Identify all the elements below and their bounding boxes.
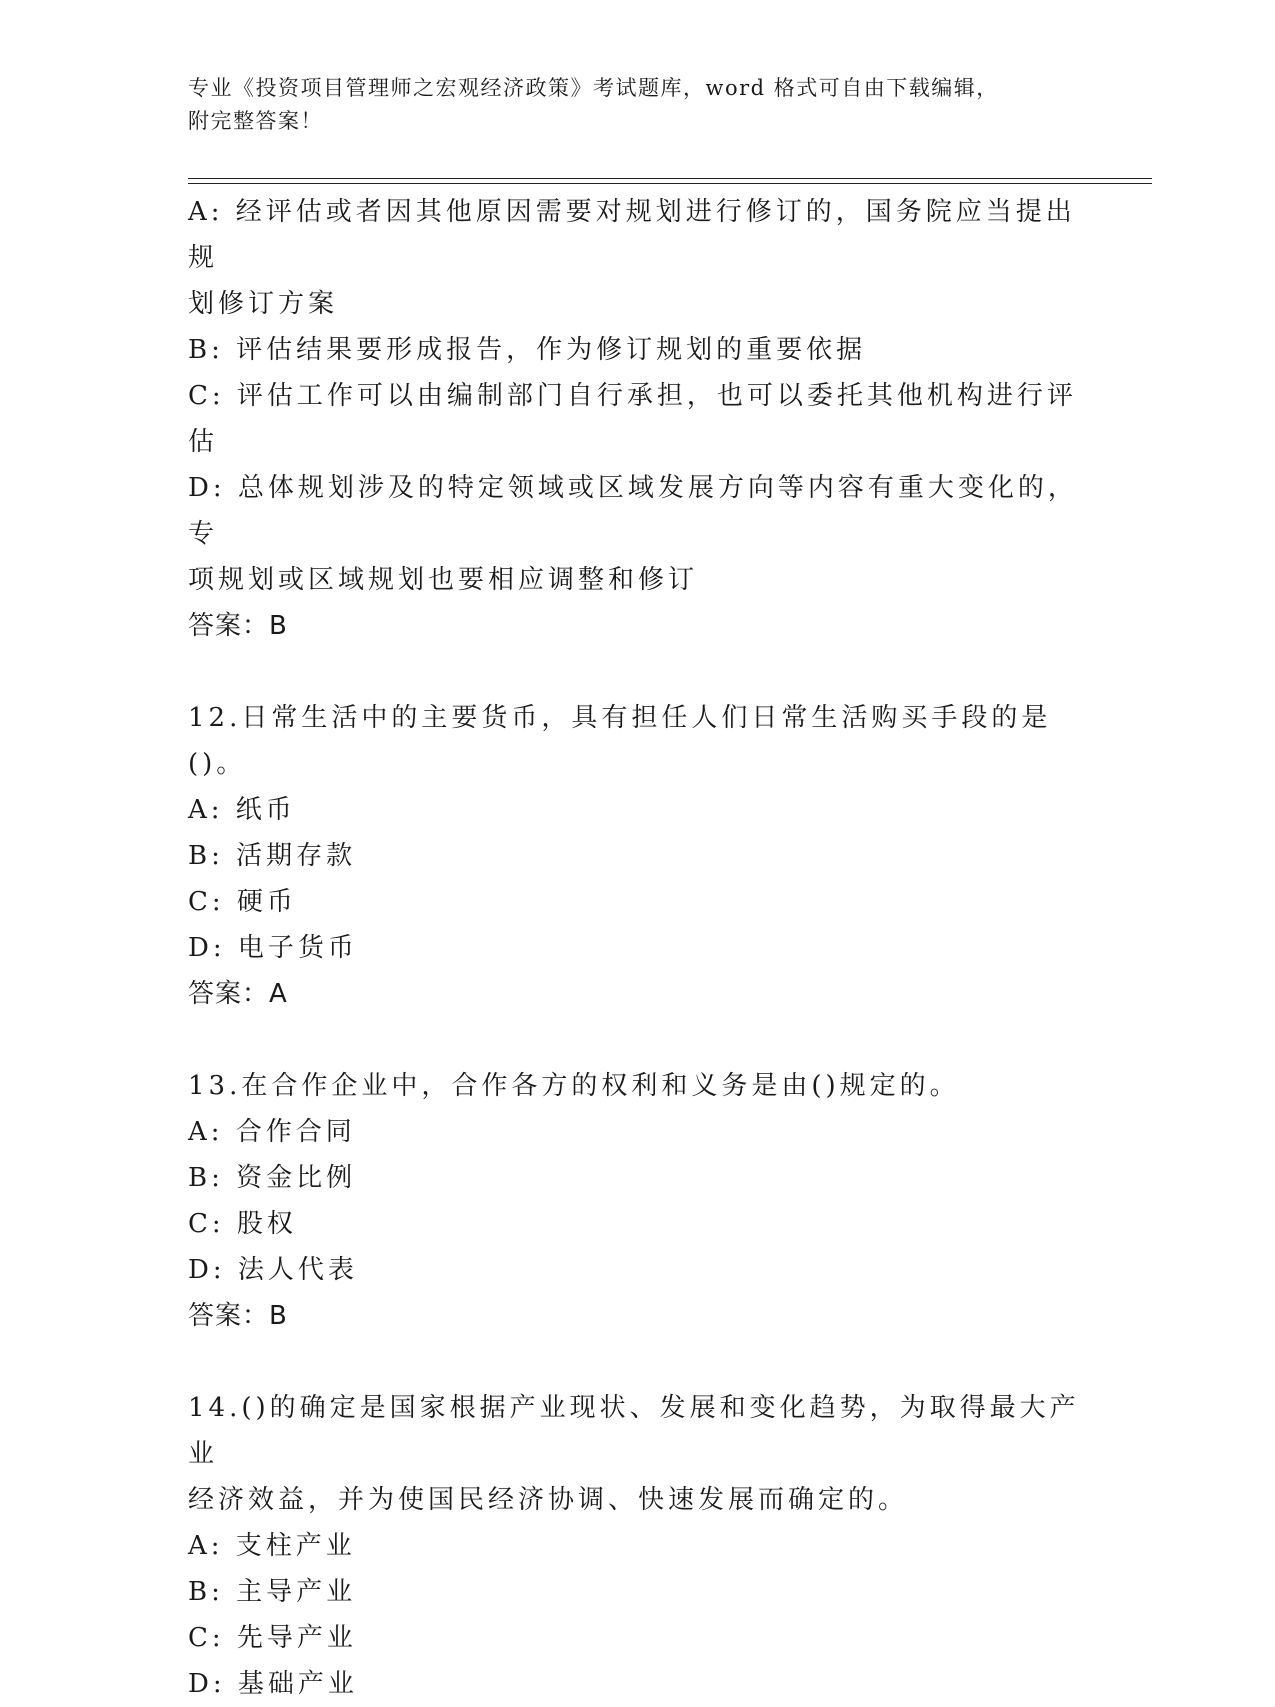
spacer	[188, 649, 1088, 695]
question-stem-line-2: 经济效益，并为使国民经济协调、快速发展而确定的。	[188, 1485, 909, 1515]
question-content	[188, 189, 1088, 1707]
option-a: A: 纸币	[188, 795, 296, 825]
answer: 答案：A	[188, 979, 288, 1009]
option-c: C: 硬币	[188, 887, 297, 917]
option-b: B: 资金比例	[188, 1163, 357, 1193]
option-d: D: 基础产业	[188, 1669, 358, 1699]
header-divider-bottom	[188, 183, 1152, 184]
option-d: D: 电子货币	[188, 933, 358, 963]
spacer	[188, 1017, 1088, 1063]
option-c: C: 评估工作可以由编制部门自行承担，也可以委托其他机构进行评估	[188, 381, 1077, 457]
spacer	[188, 1339, 1088, 1385]
option-d: D: 法人代表	[188, 1255, 358, 1285]
question-11	[188, 189, 1088, 649]
question-14	[188, 1385, 1088, 1707]
option-b: B: 活期存款	[188, 841, 357, 871]
document-header	[188, 72, 1088, 138]
question-stem-line-1: 14.()的确定是国家根据产业现状、发展和变化趋势，为取得最大产业	[188, 1393, 1080, 1469]
option-a: A: 支柱产业	[188, 1531, 356, 1561]
option-d-line-1: D: 总体规划涉及的特定领域或区域发展方向等内容有重大变化的，专	[188, 473, 1078, 549]
option-a-line-2: 划修订方案	[188, 289, 339, 319]
question-stem: 12.日常生活中的主要货币，具有担任人们日常生活购买手段的是()。	[188, 703, 1052, 779]
option-a-line-1: A: 经评估或者因其他原因需要对规划进行修订的，国务院应当提出规	[188, 197, 1076, 273]
option-c: C: 先导产业	[188, 1623, 357, 1653]
option-d-line-2: 项规划或区域规划也要相应调整和修订	[188, 565, 699, 595]
question-12	[188, 695, 1088, 1017]
header-divider-top	[188, 178, 1152, 179]
header-line-2: 附完整答案！	[188, 109, 323, 133]
header-line-1: 专业《投资项目管理师之宏观经济政策》考试题库，word 格式可自由下载编辑，	[188, 76, 999, 100]
option-b: B: 主导产业	[188, 1577, 357, 1607]
question-13	[188, 1063, 1088, 1339]
answer: 答案：B	[188, 1301, 288, 1331]
answer: 答案：B	[188, 611, 288, 641]
question-stem: 13.在合作企业中，合作各方的权利和义务是由()规定的。	[188, 1071, 960, 1101]
option-c: C: 股权	[188, 1209, 297, 1239]
option-b: B: 评估结果要形成报告，作为修订规划的重要依据	[188, 335, 867, 365]
option-a: A: 合作合同	[188, 1117, 356, 1147]
